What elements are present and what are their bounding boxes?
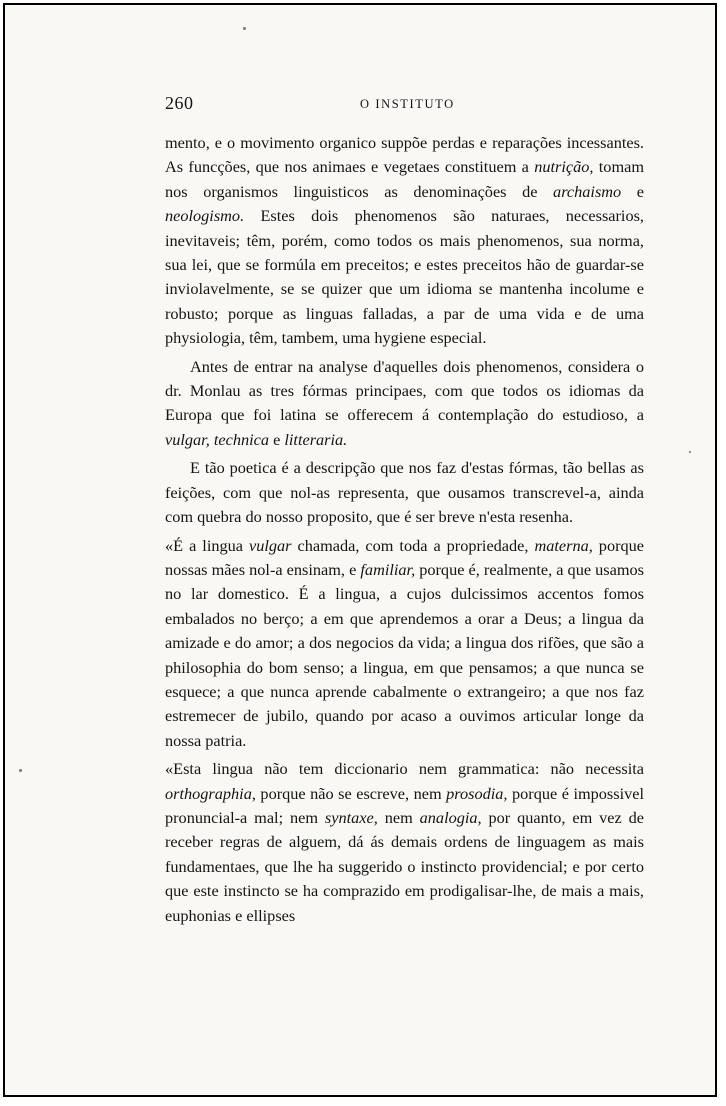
text-run: e xyxy=(621,181,644,201)
body-text xyxy=(165,131,644,932)
text-run: porque não se escreve, nem xyxy=(255,783,447,803)
italic-run: analogia, xyxy=(419,807,482,827)
italic-run: nutrição, xyxy=(534,157,594,177)
italic-run: orthographia, xyxy=(165,783,256,803)
text-run: chamada, com toda a propriedade, xyxy=(291,535,535,555)
italic-run: archaismo xyxy=(553,181,622,201)
page-number: 260 xyxy=(165,93,194,113)
paragraph xyxy=(165,757,644,928)
paragraph xyxy=(165,456,644,529)
text-run: mento, e o movimento organico suppõe perdas e reparações incessantes. As funcções, que nos animaes e vegetaes constituem a xyxy=(165,133,644,177)
italic-run: prosodia, xyxy=(446,783,508,803)
italic-run: materna, xyxy=(534,535,593,555)
scanned-page xyxy=(3,3,717,1097)
text-run: E tão poetica é a descripção que nos faz d'estas fórmas, tão bellas as feições, com que nol-as representa, que ousamos transcrevel-a, ainda com quebra do nosso proposito, que é ser breve n'esta resenha. xyxy=(165,458,644,527)
italic-run: syntaxe, xyxy=(324,807,378,827)
page-header xyxy=(165,93,645,117)
paragraph xyxy=(165,355,644,453)
italic-run: vulgar, technica xyxy=(165,429,269,449)
scan-speck xyxy=(243,27,246,30)
italic-run: familiar, xyxy=(360,559,416,579)
text-run: tomam nos organismos linguisticos as denominações de xyxy=(165,157,644,201)
italic-run: litteraria. xyxy=(284,429,348,449)
text-run: «É a lingua xyxy=(165,535,249,555)
text-run: por quanto, em vez de receber regras de alguem, dá ás demais ordens de linguagem as mais fundamentaes, que lhe ha suggerido o instincto providencial; e por certo que este instincto se ha comprazido em prodigalisar-lhe, de mais a mais, euphonias e ellipses xyxy=(165,807,645,925)
text-run: e xyxy=(269,429,285,449)
running-title: O INSTITUTO xyxy=(360,97,455,111)
scan-speck xyxy=(19,769,22,772)
text-run: porque nossas mães nol-a ensinam, e xyxy=(165,535,645,579)
italic-run: vulgar xyxy=(248,535,292,555)
text-run: Antes de entrar na analyse d'aquelles dois phenomenos, considera o dr. Monlau as tres fórmas principaes, com que todos os idiomas da Europa que foi latina se offerecem á contemplação do estudioso, a xyxy=(165,356,644,425)
text-run: «Esta lingua não tem diccionario nem grammatica: não necessita xyxy=(165,759,644,779)
scan-speck xyxy=(689,451,691,453)
text-run: Estes dois phenomenos são naturaes, necessarios, inevitaveis; têm, porém, como todos os mais phenomenos, sua norma, sua lei, que se formúla em preceitos; e estes preceitos hão de guardar-se inviolavelmente, se se quizer que um idioma se mantenha incolume e robusto; porque as linguas falladas, a par de uma vida e de uma physiologia, têm, tambem, uma hygiene especial. xyxy=(165,206,644,348)
text-run: porque é impossivel pronuncial-a mal; nem xyxy=(165,783,644,827)
paragraph xyxy=(165,131,644,351)
text-run: nem xyxy=(377,807,420,827)
paragraph xyxy=(165,534,644,754)
text-run: porque é, realmente, a que usamos no lar domestico. É a lingua, a cujos dulcissimos accentos fomos embalados no berço; a em que aprendemos a orar a Deus; a lingua da amizade e do amor; a dos negocios da vida; a lingua dos rifões, que são a philosophia do bom senso; a lingua, em que pensamos; a que nunca se esquece; a que nunca aprende cabalmente o extrangeiro; a que nos faz estremecer de jubilo, quando por acaso a ouvimos articular longe da nossa patria. xyxy=(165,559,644,750)
italic-run: neologismo. xyxy=(165,206,245,226)
